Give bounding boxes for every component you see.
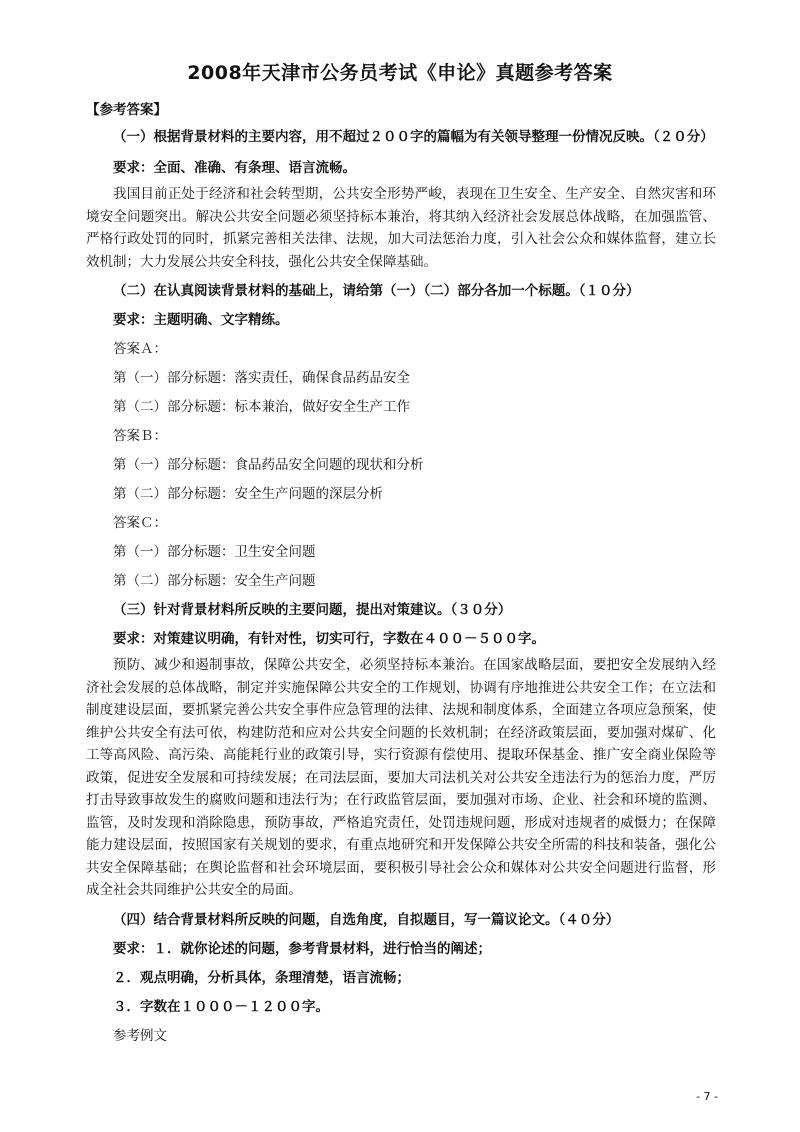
question-3-answer: 预防、减少和遏制事故，保障公共安全，必须坚持标本兼治。在国家战略层面，要把安全发展纳入经济社会发展的总体战略，制定并实施保障公共安全的工作规划，协调有序地推进公共安全工作；在立法和制度建设层面，要抓紧完善公共安全事件应急管理的法律、法规和制度体系，全面建立各项应急预案，使维护公共安全有法可依，构建防范和应对公共安全问题的长效机制；在经济政策层面，要加强对煤矿、化工等高风险、高污染、高能耗行业的政策引导，实行资源有偿使用、提取环保基金、推广安全商业保险等政策，促进安全发展和可持续发展；在司法层面，要加大司法机关对公共安全违法行为的惩治力度，严厉打击导致事故发生的腐败问题和违法行为；在行政监管层面，要加强对市场、企业、社会和环境的监测、监管，及时发现和消除隐患，预防事故，严格追究责任，处罚违规问题，形成对违规者的威慑力；在保障能力建设层面，按照国家有关规划的要求，有重点地研究和开发保障公共安全所需的科技和装备，强化公共安全保障基础；在舆论监督和社会环境层面，要积极引导社会公众和媒体对公共安全问题进行监督，形成全社会共同维护公共安全的局面。 — [86, 657, 716, 898]
answer-a-title-2: 第（二）部分标题：标本兼治，做好安全生产工作 — [113, 399, 410, 415]
answer-b-title-1: 第（一）部分标题：食品药品安全问题的现状和分析 — [113, 457, 424, 473]
answer-c-title-1: 第（一）部分标题：卫生安全问题 — [113, 544, 316, 560]
question-1-requirement: 要求：全面、准确、有条理、语言流畅。 — [113, 160, 356, 176]
section-label: 【参考答案】 — [86, 102, 167, 118]
question-2: （二）在认真阅读背景材料的基础上，请给第（一）（二）部分各加一个标题。（１０分） — [113, 283, 640, 299]
document-body — [86, 96, 716, 1051]
question-4-requirement-1: 要求：１．就你论述的问题，参考背景材料，进行恰当的阐述； — [113, 940, 491, 957]
answer-c-title-2: 第（二）部分标题：安全生产问题 — [113, 573, 316, 589]
answer-c-label: 答案Ｃ： — [113, 515, 167, 531]
question-4-requirement-3: ３．字数在１０００－１２００字。 — [113, 998, 329, 1015]
answer-a-label: 答案Ａ： — [113, 341, 167, 357]
page-number: - 7 - — [696, 1090, 718, 1103]
answer-b-title-2: 第（二）部分标题：安全生产问题的深层分析 — [113, 486, 383, 502]
question-1-answer: 我国目前正处于经济和社会转型期，公共安全形势严峻，表现在卫生安全、生产安全、自然灾害和环境安全问题突出。解决公共安全问题必须坚持标本兼治，将其纳入经济社会发展总体战略，在加强监管、严格行政处罚的同时，抓紧完善相关法律、法规，加大司法惩治力度，引入社会公众和媒体监督，建立长效机制；大力发展公共安全科技，强化公共安全保障基础。 — [86, 186, 716, 270]
sample-essay-label: 参考例文 — [113, 1027, 167, 1044]
question-4-requirement-2: ２．观点明确，分析具体，条理清楚，语言流畅； — [113, 969, 410, 986]
question-2-requirement: 要求：主题明确、文字精练。 — [113, 312, 289, 328]
question-3: （三）针对背景材料所反映的主要问题，提出对策建议。（３０分） — [113, 602, 512, 618]
question-3-requirement: 要求：对策建议明确，有针对性，切实可行，字数在４００－５００字。 — [113, 631, 545, 647]
question-4: （四）结合背景材料所反映的问题，自选角度，自拟题目，写一篇议论文。（４０分） — [113, 911, 620, 928]
answer-a-title-1: 第（一）部分标题：落实责任，确保食品药品安全 — [113, 370, 410, 386]
document-title: 2008年天津市公务员考试《申论》真题参考答案 — [187, 62, 613, 84]
answer-b-label: 答案Ｂ： — [113, 428, 167, 444]
question-1: （一）根据背景材料的主要内容，用不超过２００字的篇幅为有关领导整理一份情况反映。（２０分） — [113, 129, 714, 145]
